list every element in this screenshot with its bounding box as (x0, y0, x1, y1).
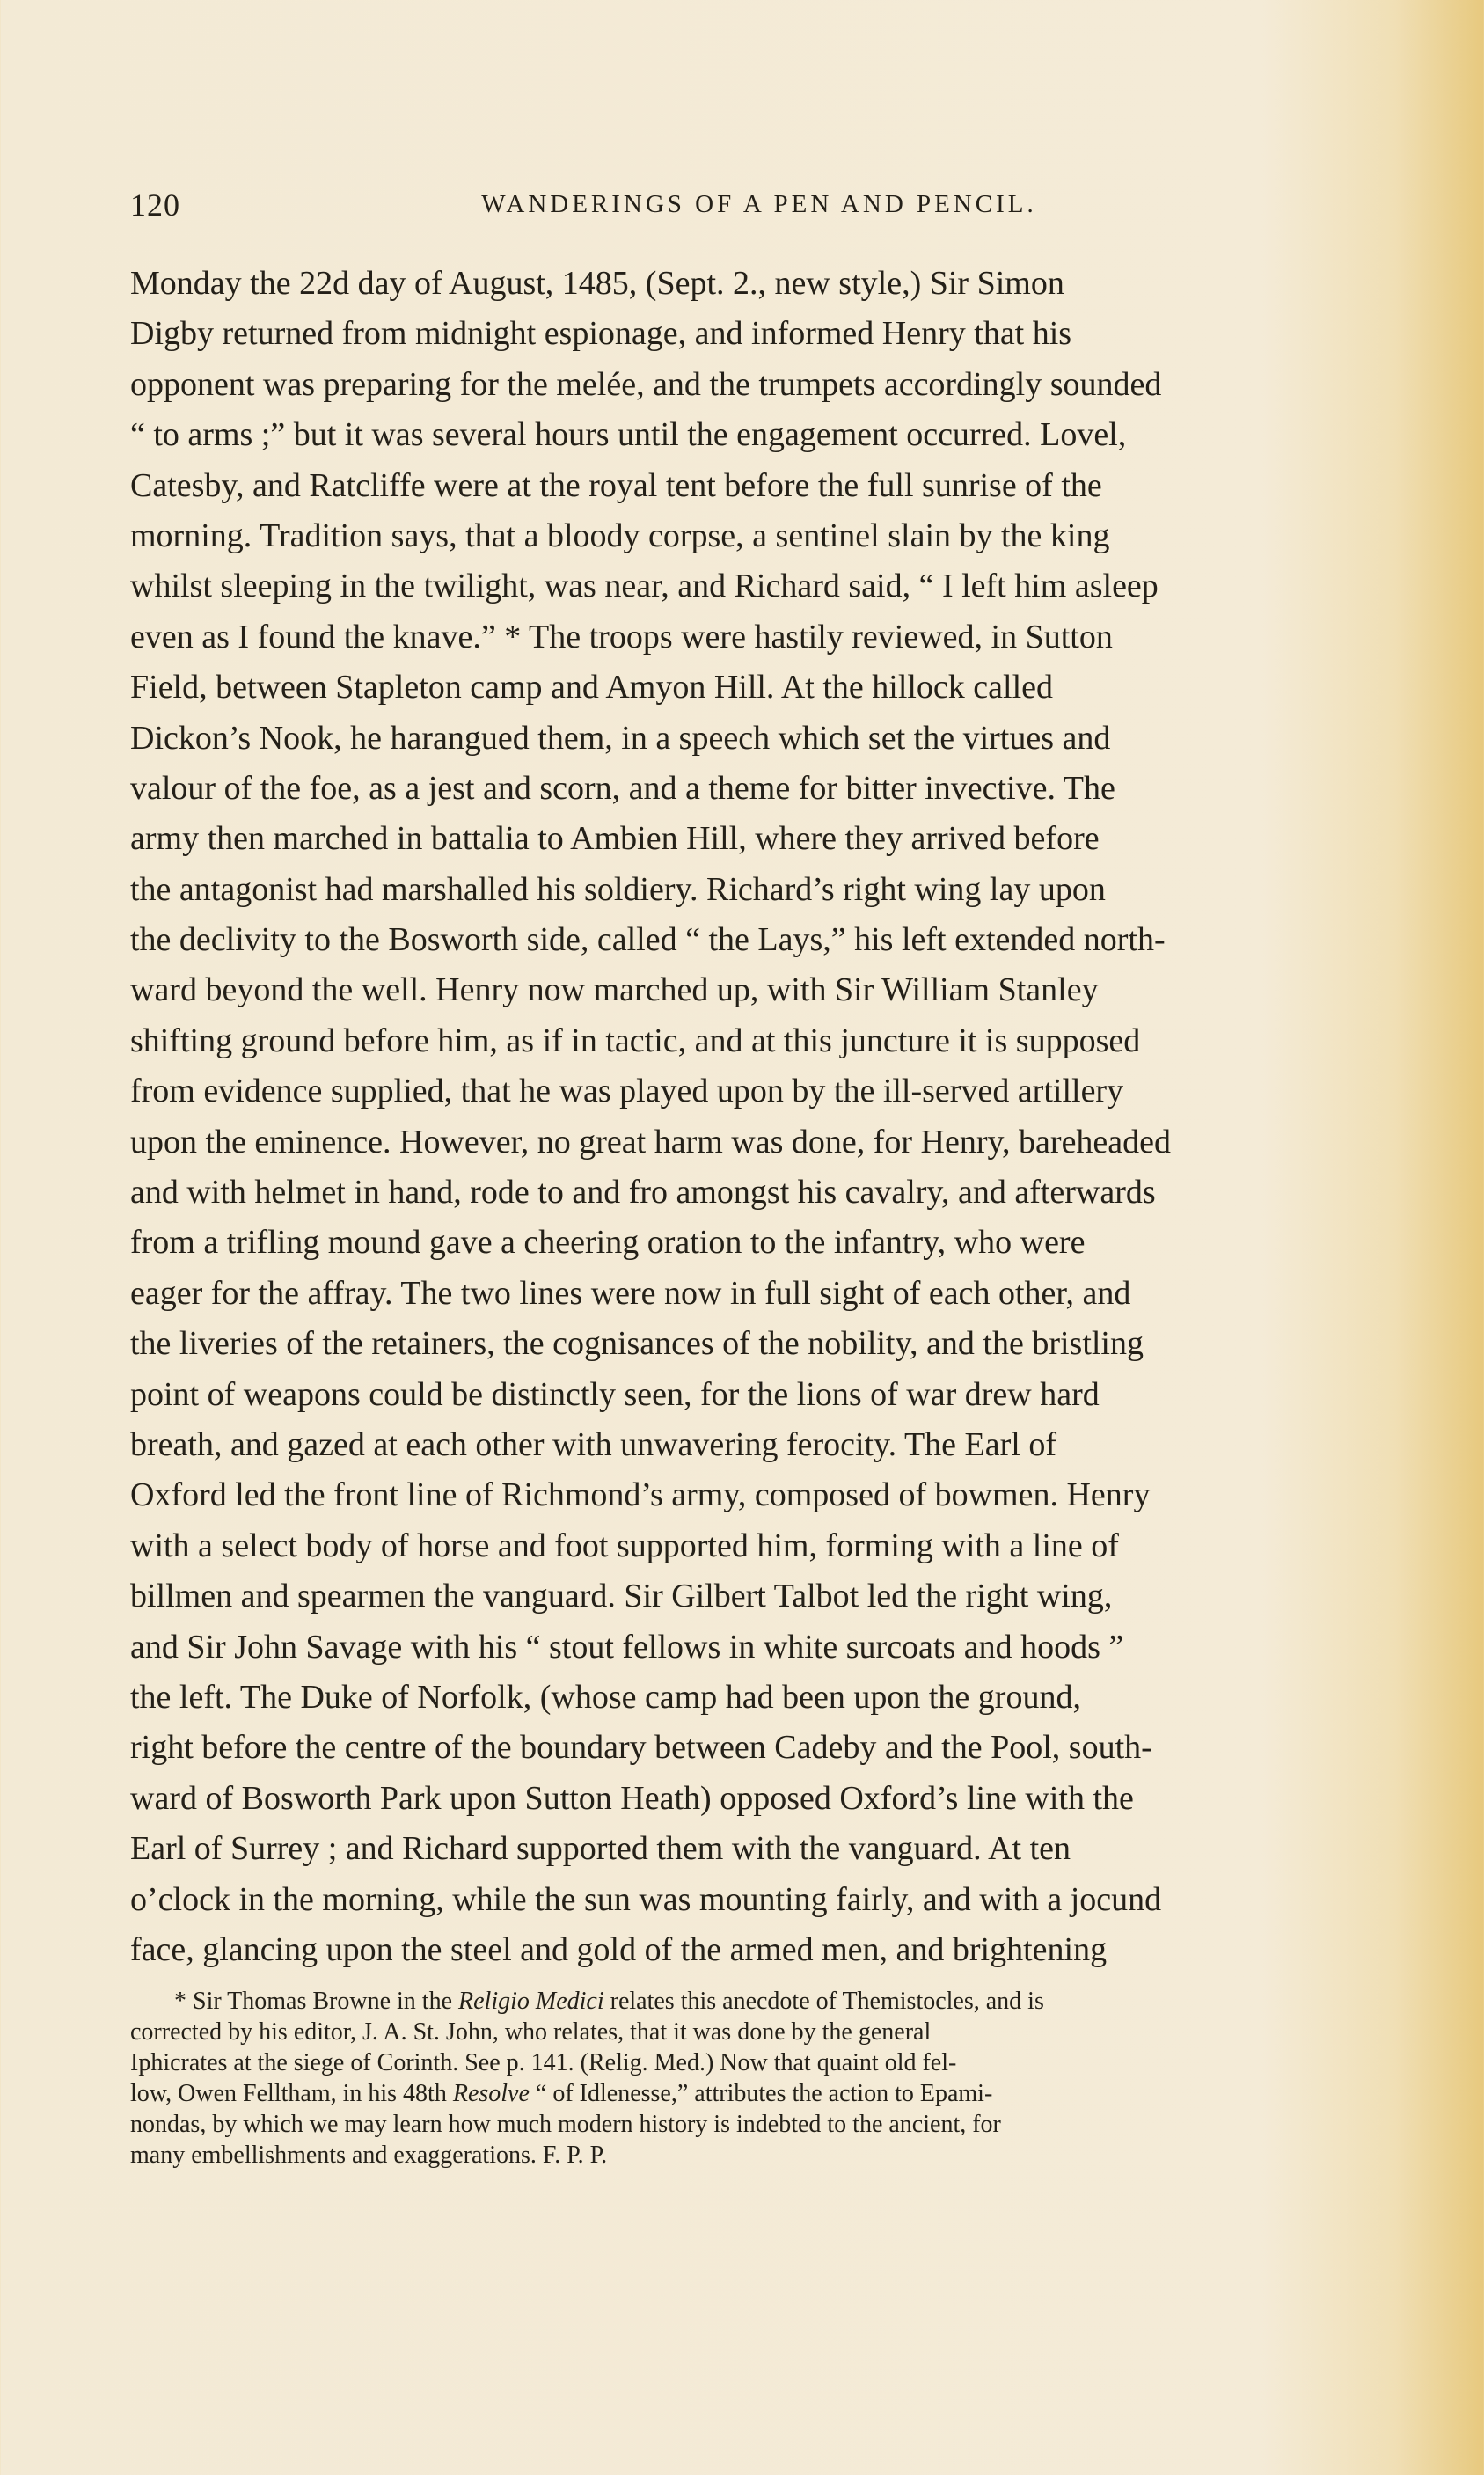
text-line: the liveries of the retainers, the cognisances of the nobility, and the bristling (130, 1325, 1144, 1363)
text-line: with a select body of horse and foot supported him, forming with a line of (130, 1527, 1119, 1564)
footnote-italic-title: Religio Medici (458, 1988, 604, 2015)
text-line: whilst sleeping in the twilight, was near, and Richard said, “ I left him asleep (130, 567, 1159, 605)
footnote-line: Iphicrates at the siege of Corinth. See p. 141. (Relig. Med.) Now that quaint old fel- (130, 2049, 957, 2076)
text-line: Catesby, and Ratcliffe were at the royal tent before the full sunrise of the (130, 466, 1102, 504)
text-line: army then marched in battalia to Ambien Hill, where they arrived before (130, 820, 1100, 858)
footnote-line: corrected by his editor, J. A. St. John, who relates, that it was done by the general (130, 2018, 932, 2046)
text-line: the left. The Duke of Norfolk, (whose camp had been upon the ground, (130, 1678, 1081, 1716)
text-line: shifting ground before him, as if in tactic, and at this juncture it is supposed (130, 1021, 1141, 1059)
text-line: “ to arms ;” but it was several hours until the engagement occurred. Lovel, (130, 416, 1127, 454)
footnote-text: * Sir Thomas Browne in the (174, 1988, 459, 2015)
text-line: billmen and spearmen the vanguard. Sir Gilbert Talbot led the right wing, (130, 1578, 1113, 1615)
text-line: right before the centre of the boundary between Cadeby and the Pool, south- (130, 1729, 1152, 1767)
text-line: eager for the affray. The two lines were now in full sight of each other, and (130, 1274, 1131, 1312)
text-line: Dickon’s Nook, he harangued them, in a speech which set the virtues and (130, 719, 1111, 757)
footnote-text: low, Owen Felltham, in his 48th (130, 2080, 453, 2107)
text-line: face, glancing upon the steel and gold of the armed men, and brightening (130, 1930, 1108, 1968)
text-line: point of weapons could be distinctly seen, for the lions of war drew hard (130, 1375, 1100, 1413)
text-line: from evidence supplied, that he was played upon by the ill-served artillery (130, 1073, 1124, 1110)
text-line: the declivity to the Bosworth side, called “ the Lays,” his left extended north- (130, 921, 1166, 959)
page-header (130, 187, 1388, 231)
text-line: o’clock in the morning, while the sun was mounting fairly, and with a jocund (130, 1880, 1162, 1918)
footnote-italic-title: Resolve (452, 2080, 530, 2107)
footnote-line: nondas, by which we may learn how much modern history is indebted to the ancient, for (130, 2111, 1001, 2138)
text-line: opponent was preparing for the melée, and the trumpets accordingly sounded (130, 365, 1162, 403)
text-line: Oxford led the front line of Richmond’s army, composed of bowmen. Henry (130, 1476, 1151, 1514)
text-line: even as I found the knave.” * The troops were hastily reviewed, in Sutton (130, 618, 1113, 655)
text-line: valour of the foe, as a jest and scorn, and a theme for bitter invective. The (130, 769, 1115, 807)
text-line: Digby returned from midnight espionage, and informed Henry that his (130, 315, 1072, 353)
text-line: Monday the 22d day of August, 1485, (Sept. 2., new style,) Sir Simon (130, 265, 1064, 302)
text-line: and Sir John Savage with his “ stout fellows in white surcoats and hoods ” (130, 1628, 1124, 1666)
text-line: the antagonist had marshalled his soldiery. Richard’s right wing lay upon (130, 870, 1106, 908)
running-title: WANDERINGS OF A PEN AND PENCIL. (481, 190, 1037, 218)
text-line: Field, between Stapleton camp and Amyon Hill. At the hillock called (130, 669, 1054, 707)
footnote-text: “ of Idlenesse,” attributes the action to Epami- (529, 2080, 993, 2107)
page-number: 120 (130, 187, 180, 223)
text-line: morning. Tradition says, that a bloody corpse, a sentinel slain by the king (130, 516, 1110, 554)
body-text (130, 259, 1388, 1975)
text-line: breath, and gazed at each other with unwavering ferocity. The Earl of (130, 1425, 1056, 1463)
footnote (130, 1986, 1388, 2171)
text-line: upon the eminence. However, no great harm was done, for Henry, bareheaded (130, 1123, 1172, 1161)
text-line: from a trifling mound gave a cheering oration to the infantry, who were (130, 1224, 1086, 1262)
text-line: ward beyond the well. Henry now marched up, with Sir William Stanley (130, 971, 1099, 1009)
footnote-line: many embellishments and exaggerations. F. P. P. (130, 2142, 608, 2169)
text-line: and with helmet in hand, rode to and fro amongst his cavalry, and afterwards (130, 1174, 1156, 1212)
footnote-line (130, 1986, 1388, 2017)
footnote-line (130, 2078, 1388, 2109)
text-line: ward of Bosworth Park upon Sutton Heath) opposed Oxford’s line with the (130, 1779, 1134, 1817)
text-line: Earl of Surrey ; and Richard supported them with the vanguard. At ten (130, 1830, 1071, 1868)
footnote-text: relates this anecdote of Themistocles, and is (603, 1988, 1044, 2015)
